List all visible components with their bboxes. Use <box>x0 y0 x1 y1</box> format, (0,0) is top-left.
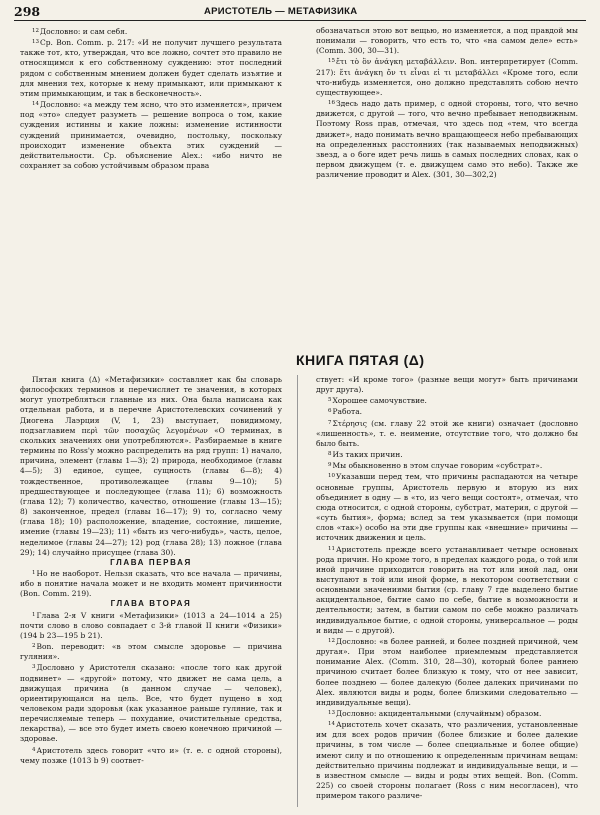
notes-column-bottom-left <box>20 375 282 810</box>
footnote-number: 4 <box>32 746 36 753</box>
footnote <box>316 98 578 180</box>
chapter-title-2: ГЛАВА ВТОРАЯ <box>110 599 192 609</box>
footnote <box>20 610 282 641</box>
footnote <box>20 99 282 171</box>
footnote-text: Аристотель здесь говорит «что и» (т. е. с одной стороны), чему позже (1013 b 9) соответ- <box>20 745 282 765</box>
footnote <box>20 745 282 766</box>
notes-column-top-right <box>316 26 578 348</box>
footnote-number: 15 <box>328 58 335 65</box>
footnote-number: 2 <box>32 643 36 650</box>
footnote-text: Аристотель хочет сказать, что различения, установленные им для всех родов причин (более близкие и более далекие причины, в том числе — более специальные и более общие) имеют силу и по отношению к определенным причинам вещам: действительно причины подлежат и индивидуальные вещи, и — в известном смысле — виды и роды этих вещей. Bon. (Comm. 225) со своей стороны полагает (Ross с ним несогласен), что примером такого различе- <box>316 720 578 801</box>
footnote <box>20 641 282 662</box>
footnote-text: Στέρησις (см. главу 22 этой же книги) означает (дословно «лишенность», т. е. неимение, отсутствие того, что должно бы было быть. <box>316 418 578 448</box>
footnote-text: Но не наоборот. Нельзя сказать, что все начала — причины, ибо в понятие начала может и не входить момент причинности (Bon. Comm. 219). <box>20 568 282 599</box>
footnote <box>20 568 282 599</box>
footnote-number: 11 <box>328 545 335 552</box>
footnote-number: 6 <box>328 408 332 415</box>
footnote <box>316 418 578 449</box>
footnote-text: ἔτι τὸ ὂν ἀνάγκη μεταβάλλειν. Bon. интерпретирует (Comm. 217): ἔτι ἀνάγκη ὄν τι εἶναι εἰ τι μεταβάλλει «Кроме того, если что-нибудь изменяется, оно должно представлять собою нечто существующее». <box>316 57 578 97</box>
footnote-text: Дословно: «а между тем ясно, что это изменяется», причем под «это» следует разуметь — решение вопроса о том, какие суждения истинны и какие ложны: изменение истинности суждений принимается, очевидно, постольку, поскольку происходит изменение объекта этих суждений — действительности. Ср. объяснение Alex.: «ибо ничто не сохраняет за собою устойчивым образом права <box>20 100 282 171</box>
footnote <box>316 406 578 417</box>
footnote-text: Аристотель прежде всего устанавливает четыре основных рода причин. Но кроме того, в пределах каждого рода, о той или иной причине приходится говорить на тот или иной лад, они выступают в той или иной форме, в некотором соответствии с основными значениями бытия (ср. главу 7 где выделено бытие акцидентальное, бытие само по себе, бытие в возможности и деятельности; затем, в бытии самом по себе можно различать индивидуальное бытие, с одной стороны, универсальное — роды и виды — с другой). <box>316 544 578 635</box>
footnote-text: Дословно: и сам себя. <box>40 27 128 36</box>
footnote-text: Дословно у Аристотеля сказано: «после того как другой подвинет» — «другой» потому, что движет не сама цель, а движущая причина (в данном случае — человек), ориентирующаяся на цель. Все, что будет пущено в ход человеком ради здоровья (как указанное раньше гуляние, так и перечисляемые теперь — похудание, очистительные средства, лекарства), — все это будет иметь своею конечною причиной — здоровье. <box>20 663 282 744</box>
footnote-number: 16 <box>328 100 335 107</box>
footnote-number: 12 <box>328 637 335 644</box>
footnote-text: Хорошее самочувствие. <box>332 396 427 406</box>
footnote-text: Указавши перед тем, что причины распадаются на четыре основные группы, Аристотель первую и вторую из них объединяет в одну — в «то, из чего вещи состоят», отмечая, что сюда относится, с одной стороны, субстрат, материя, с другой — «суть бытия», форма; вслед за тем указывается (при помощи слов «так») особо на эти две группы как «внешние» причины — источник движения и цель. <box>316 472 578 543</box>
footnote <box>20 662 282 744</box>
footnote-number: 12 <box>32 28 39 34</box>
notes-column-bottom-right <box>316 375 578 810</box>
footnote <box>316 708 578 719</box>
footnote-text: Глава 2-я V книги «Метафизики» (1013 a 24—1014 a 25) почти слово в слово совпадает с 3-й главой II книги «Физики» (194 b 23—195 b 21). <box>20 610 282 640</box>
footnote-number: 9 <box>328 462 332 469</box>
footnote-text: Дословно: «в более ранней, и более поздней причиной, чем другая». При этом наиболее приемлемым представляется понимание Alex. (Comm. 310, 28—30), который более раннею причиною считает более близкую к тому, что от нее зависит, более позднею — более далекую (более далеких причинами по Alex. являются виды и роды, более близкими следовательно — индивидуальные вещи). <box>316 636 578 707</box>
footnote <box>20 26 282 37</box>
footnote <box>20 37 282 99</box>
footnote <box>316 471 578 543</box>
footnote-number: 13 <box>32 39 39 46</box>
footnote-number: 14 <box>32 101 39 108</box>
footnote-number: 1 <box>32 569 36 576</box>
footnote <box>316 544 578 636</box>
footnote-text: Bon. переводит: «в этом смысле здоровье — причина гуляния». <box>20 642 282 662</box>
footnote-number: 13 <box>328 710 335 716</box>
book-title: КНИГА ПЯТАЯ (Δ) <box>296 352 425 368</box>
footnote <box>316 375 578 395</box>
footnote-text: Ср. Bon. Comm. p. 217: «И не получит лучшего результата также тот, кто, утверждая, что все ложно, сочтет это правило не относящимся к его собственному суждению: этот последний рядом с собственным мнением должен будет сделать изъятие и для мнения тех, которые к нему примыкают, или примыкают к этим примыкающим, и так в бесконечность». <box>20 38 282 98</box>
footnote <box>316 56 578 98</box>
footnote-text: Здесь надо дать пример, с одной стороны, того, что вечно движется, с другой — того, что вечно пребывает неподвижным. Поэтому Ross прав, отмечая, что здесь под «тем, что всегда движет», надо понимать вечно вращающееся небо пребывающих на определенных расстояниях (так называемых неподвижных) звезд, а о боге идет речь лишь в самых последних словах, как о первом движущем (т. е. движущем само это небо). Также же различение проводит и Alex. (301, 30—302,2) <box>316 99 578 180</box>
page-number: 298 <box>14 4 41 19</box>
footnote-number: 8 <box>328 451 332 458</box>
notes-column-top-left <box>20 26 282 338</box>
footnote-number: 7 <box>328 419 332 426</box>
footnote-number: 10 <box>328 473 335 480</box>
footnote-text: Дословно: акцидентальными (случайным) образом. <box>336 709 542 718</box>
footnote-number: 5 <box>328 397 332 404</box>
footnote-number: 14 <box>328 721 335 728</box>
footnote <box>316 636 578 708</box>
footnote-number: 1 <box>32 611 36 618</box>
footnote <box>316 719 578 801</box>
chapter-title-1: ГЛАВА ПЕРВАЯ <box>110 557 192 567</box>
footnote-text: ствует: «И кроме того» (разные вещи могут» быть причинами друг друга). <box>316 375 578 395</box>
footnote-text: Из таких причин. <box>332 450 403 460</box>
running-title: АРИСТОТЕЛЬ — МЕТАФИЗИКА <box>204 6 358 17</box>
page-header <box>14 6 586 21</box>
footnote <box>316 460 578 471</box>
footnote <box>316 395 578 406</box>
column-divider <box>297 375 298 807</box>
chapter-2-notes <box>20 610 282 766</box>
book-intro: Пятая книга (Δ) «Метафизики» составляет как бы словарь философских терминов и перечисляет те значения, в которых могут употребляться главные из них. Она была написана как отдельная работа, и в перечне Аристотелевских сочинений у Диогена Лаэрция (V, 1, 23) выступает, повидимому, подзаглавием περὶ τῶν ποσαχῶς λεγομένων «О терминах, в сколькиx значениях они употребляются». Разбираемые в книге термины по Ross'у можно распределить на ряд групп: 1) начало, причина, элемент (главы 1—3); 2) природа, необходимое (главы 4—5); 3) единое, сущее, сущность (главы 6—8); 4) тождественное, противолежащее (главы 9—10); 5) предшествующее и последующее (глава 11); 6) возможность (глава 12); 7) количество, качество, отношение (главы 13—15); 8) законченное, предел (главы 16—17); 9) то, согласно чему (глава 18); 10) расположение, владение, состояние, лишение, имение (главы 19—23); 11) «быть из чего-нибудь», часть, целое, неделимое (главы 24—27); 12) род (глава 28); 13) ложное (глава 29); 14) случайно присущее (глава 30). <box>20 375 282 557</box>
chapter-1-notes <box>20 568 282 599</box>
footnote-text: Мы обыкновенно в этом случае говорим «субстрат». <box>332 461 543 471</box>
footnote-text: Работа. <box>332 407 363 417</box>
footnote-number: 3 <box>32 664 36 671</box>
footnote <box>316 26 578 56</box>
footnote <box>316 449 578 460</box>
footnote-text: обозначаться этою вот вещью, но изменяется, а под правдой мы понимали — говорить, что есть то, что «на самом деле» есть» (Comm. 300, 30—31). <box>316 26 578 56</box>
